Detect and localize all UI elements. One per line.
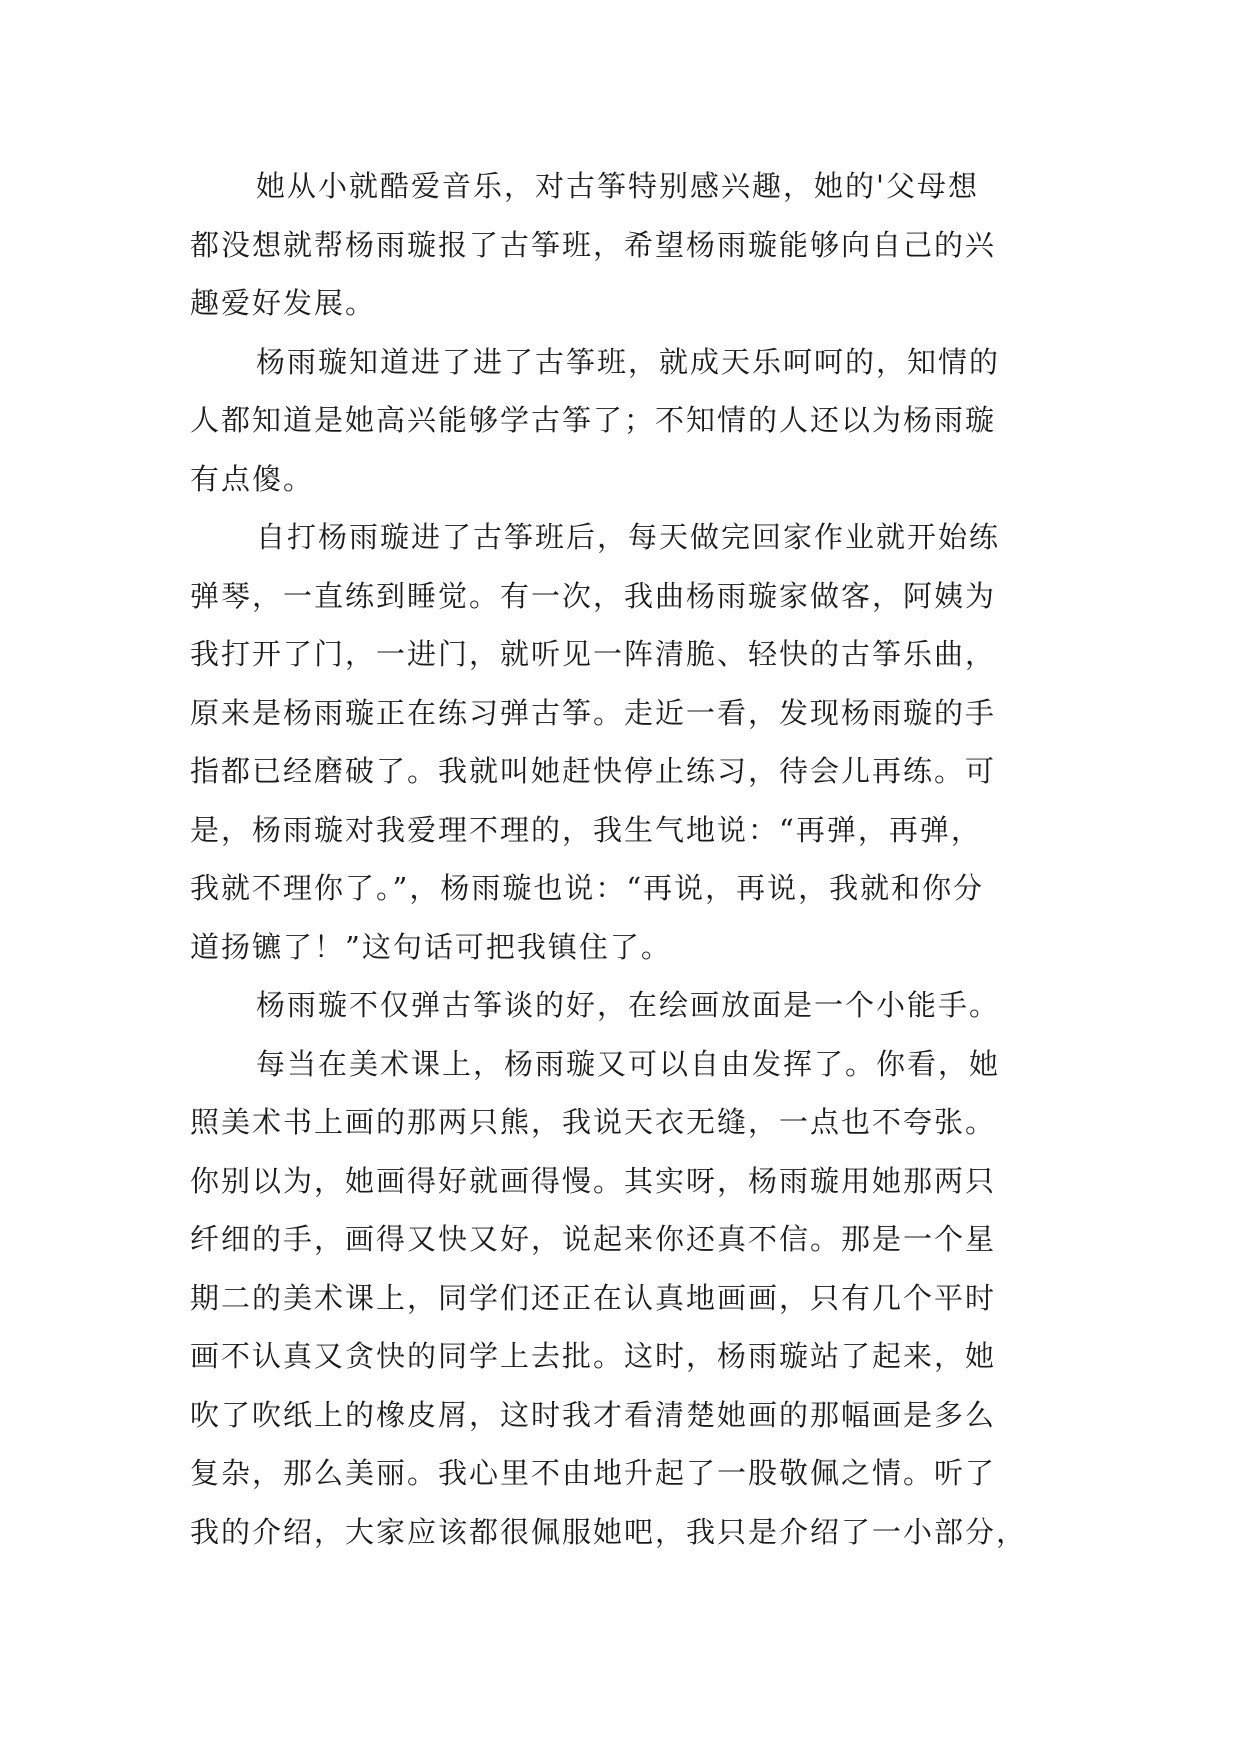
paragraph-line: 每当在美术课上，杨雨璇又可以自由发挥了。你看，她 — [256, 1046, 1001, 1081]
paragraph-line: 画不认真又贪快的同学上去批。这时，杨雨璇站了起来，她 — [190, 1339, 997, 1373]
paragraph-line: 人都知道是她高兴能够学古筝了；不知情的人还以为杨雨璇 — [190, 403, 997, 437]
paragraph-line: 指都已经磨破了。我就叫她赶快停止练习，待会儿再练。可 — [190, 754, 997, 788]
paragraph-line: 纤细的手，画得又快又好，说起来你还真不信。那是一个星 — [190, 1222, 997, 1256]
paragraph-line: 自打杨雨璇进了古筝班后，每天做完回家作业就开始练 — [256, 520, 1001, 554]
paragraph-line: 照美术书上画的那两只熊，我说天衣无缝，一点也不夸张。 — [190, 1105, 997, 1139]
paragraph-line: 有点傻。 — [190, 461, 315, 496]
paragraph-line: 吹了吹纸上的橡皮屑，这时我才看清楚她画的那幅画是多么 — [190, 1397, 997, 1432]
paragraph-line: 是，杨雨璇对我爱理不理的，我生气地说：“再弹，再弹， — [190, 812, 982, 847]
paragraph-line: 弹琴，一直练到睡觉。有一次，我曲杨雨璇家做客，阿姨为 — [190, 578, 997, 613]
paragraph-line: 趣爱好发展。 — [190, 286, 377, 320]
paragraph-line: 复杂，那么美丽。我心里不由地升起了一股敬佩之情。听了 — [190, 1456, 997, 1490]
paragraph-line: 期二的美术课上，同学们还正在认真地画画，只有几个平时 — [190, 1280, 997, 1315]
paragraph-line: 你别以为，她画得好就画得慢。其实呀，杨雨璇用她那两只 — [190, 1163, 997, 1198]
paragraph-line: 都没想就帮杨雨璇报了古筝班，希望杨雨璇能够向自己的兴 — [190, 227, 997, 262]
paragraph-line: 杨雨璇知道进了进了古筝班，就成天乐呵呵的，知情的 — [256, 344, 1001, 379]
paragraph-line: 我的介绍，大家应该都很佩服她吧，我只是介绍了一小部分， — [190, 1514, 1028, 1549]
paragraph-line: 道扬镳了！”这句话可把我镇住了。 — [190, 929, 672, 964]
essay-text — [190, 157, 1062, 1561]
paragraph-line: 杨雨璇不仅弹古筝谈的好，在绘画放面是一个小能手。 — [256, 988, 1001, 1022]
paragraph-line: 我就不理你了。”，杨雨璇也说：“再说，再说，我就和你分 — [190, 871, 985, 905]
paragraph-line: 原来是杨雨璇正在练习弹古筝。走近一看，发现杨雨璇的手 — [190, 695, 997, 730]
paragraph-line: 她从小就酷爱音乐，对古筝特别感兴趣，她的'父母想 — [256, 169, 979, 203]
paragraph-line: 我打开了门，一进门，就听见一阵清脆、轻快的古筝乐曲， — [190, 637, 997, 671]
